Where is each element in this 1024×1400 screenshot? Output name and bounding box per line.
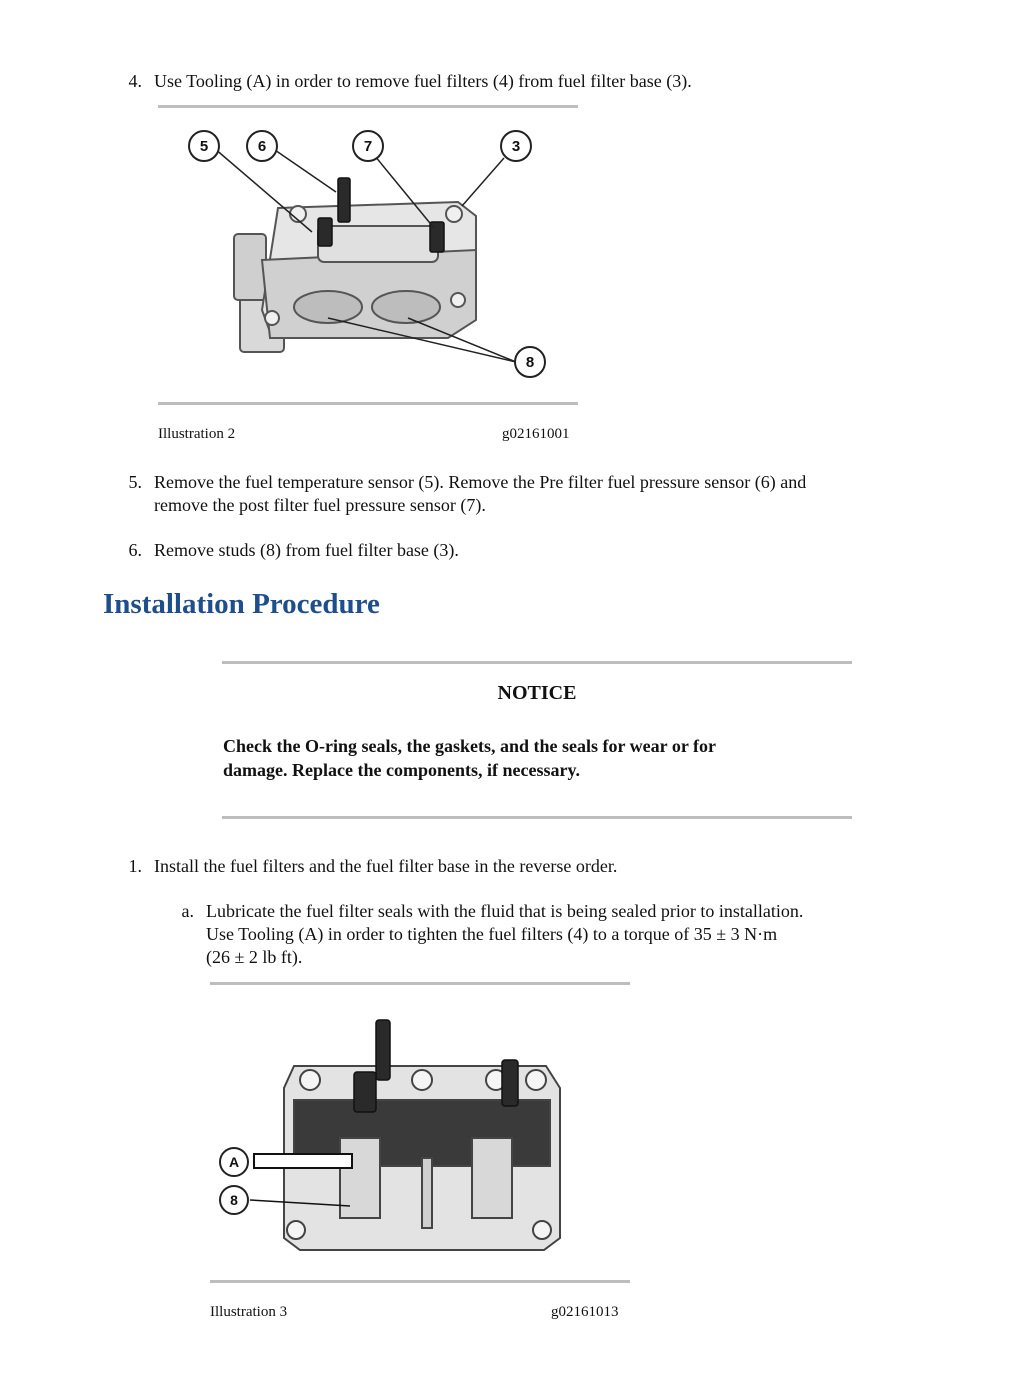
callout-7-label: 7 (363, 138, 373, 155)
figure-top-rule (158, 105, 578, 108)
figure-bottom-rule (210, 1280, 630, 1283)
notice-bottom-rule (222, 816, 852, 819)
filter-bore-right (372, 291, 440, 323)
sensor-right (502, 1060, 518, 1106)
sensor-5 (318, 218, 332, 246)
notice-top-rule (222, 661, 852, 664)
section-heading: Installation Procedure (103, 588, 380, 620)
rib (422, 1158, 432, 1228)
bolt (300, 1070, 320, 1090)
step-text: Use Tooling (A) in order to remove fuel filters (4) from fuel filter base (3). (154, 71, 692, 91)
notice-title: NOTICE (497, 682, 577, 704)
step-number: 1. (128, 856, 142, 876)
illustration-2-image (158, 110, 578, 400)
step-text: Install the fuel filters and the fuel filter base in the reverse order. (154, 856, 618, 876)
sensor-block (318, 226, 438, 262)
substep-line3: (26 ± 2 lb ft). (206, 947, 303, 967)
bolt (533, 1221, 551, 1239)
callout-8-label: 8 (525, 354, 535, 371)
illustration-caption: Illustration 3 (210, 1304, 288, 1320)
callout-3-label: 3 (511, 138, 521, 155)
figure-top-rule (210, 982, 630, 985)
illustration-caption: Illustration 2 (158, 426, 236, 442)
step-number: 5. (128, 472, 142, 492)
callout-6-label: 6 (257, 138, 267, 155)
notice-line2: damage. Replace the components, if necessary. (223, 760, 580, 780)
substep-label: a. (181, 901, 194, 921)
sensor-upper (376, 1020, 390, 1080)
step-text: Remove studs (8) from fuel filter base (3). (154, 540, 459, 560)
filter-bore-right (472, 1138, 512, 1218)
illustration-3-image (210, 988, 630, 1278)
sensor-6 (338, 178, 350, 222)
illustration-code: g02161013 (551, 1304, 619, 1320)
callout-8-label: 8 (230, 1192, 238, 1208)
substep-line2: Use Tooling (A) in order to tighten the fuel filters (4) to a torque of 35 ± 3 N·m (206, 924, 778, 944)
step-number: 6. (128, 540, 142, 560)
bolt (446, 206, 462, 222)
bolt (526, 1070, 546, 1090)
bolt (287, 1221, 305, 1239)
bolt (265, 311, 279, 325)
substep-line1: Lubricate the fuel filter seals with the fluid that is being sealed prior to installation. (206, 901, 804, 921)
notice-line1: Check the O-ring seals, the gaskets, and the seals for wear or for (223, 736, 716, 756)
figure-bottom-rule (158, 402, 578, 405)
sensor-left (354, 1072, 376, 1112)
callout-a-label: A (228, 1154, 240, 1170)
callout-5-label: 5 (199, 138, 209, 155)
tooling-a-arrow (254, 1154, 352, 1168)
step-number: 4. (128, 71, 142, 91)
left-port (234, 234, 266, 300)
illustration-code: g02161001 (502, 426, 570, 442)
step-text-line2: remove the post filter fuel pressure sensor (7). (154, 495, 486, 515)
bolt (412, 1070, 432, 1090)
step-text-line1: Remove the fuel temperature sensor (5). Remove the Pre filter fuel pressure sensor (6) and (154, 472, 807, 492)
housing-body (262, 250, 476, 338)
bolt (451, 293, 465, 307)
